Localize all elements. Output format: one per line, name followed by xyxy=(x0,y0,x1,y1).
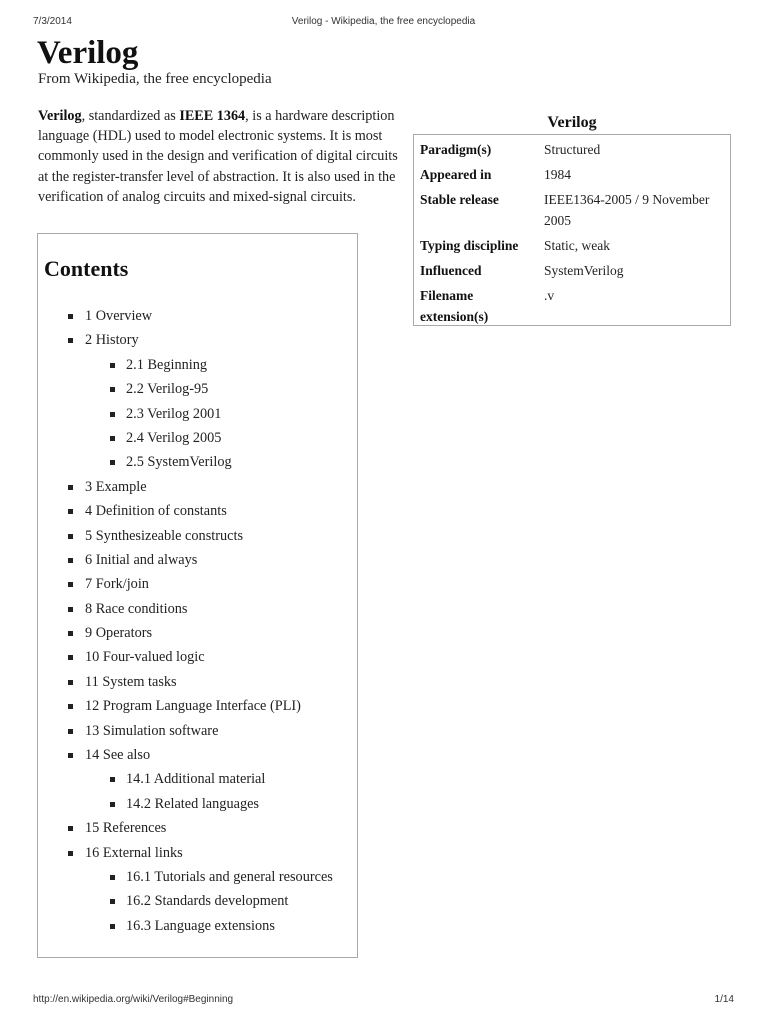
toc-item[interactable]: 12 Program Language Interface (PLI) xyxy=(38,696,357,720)
toc-item[interactable]: 11 System tasks xyxy=(38,672,357,696)
intro-term: Verilog xyxy=(38,108,82,124)
print-footer xyxy=(33,994,734,1008)
infobox-label[interactable]: Paradigm(s) xyxy=(420,142,492,157)
infobox-label[interactable]: Typing discipline xyxy=(420,238,519,253)
print-page-number: 1/14 xyxy=(714,994,734,1005)
infobox-value: Structured xyxy=(544,142,601,157)
toc-item[interactable]: 2 History xyxy=(38,330,357,354)
toc-item[interactable]: 2.2 Verilog-95 xyxy=(38,379,357,403)
toc-item[interactable]: 16 External links xyxy=(38,843,357,867)
toc-item[interactable]: 5 Synthesizeable constructs xyxy=(38,526,357,550)
intro-text-1: , standardized as xyxy=(81,108,180,124)
infobox-row xyxy=(420,164,724,185)
print-date: 7/3/2014 xyxy=(33,16,72,27)
intro-standard-link[interactable]: IEEE 1364 xyxy=(179,108,246,124)
infobox-value[interactable]: SystemVerilog xyxy=(544,263,624,278)
table-of-contents xyxy=(37,233,358,958)
print-url: http://en.wikipedia.org/wiki/Verilog#Beginning xyxy=(33,994,234,1005)
infobox-value: .v xyxy=(544,288,555,303)
toc-item[interactable]: 14.2 Related languages xyxy=(38,794,357,818)
infobox-value: IEEE1364-2005 / 9 November 2005 xyxy=(544,192,710,228)
toc-item[interactable]: 16.1 Tutorials and general resources xyxy=(38,867,357,891)
intro-text-2: , is a hardware description language (HDL) used to model electronic systems. It is most commonly used in the design and verification of digital circuits at the register-transfer level of abstraction. It is also used in the verification of analog circuits and mixed-signal circuits. xyxy=(38,108,398,205)
toc-item[interactable]: 14 See also xyxy=(38,745,357,769)
toc-item[interactable]: 13 Simulation software xyxy=(38,721,357,745)
infobox-value: 1984 xyxy=(544,167,571,182)
intro-paragraph xyxy=(38,106,404,207)
infobox-value: Static, weak xyxy=(544,238,610,253)
infobox-row xyxy=(420,285,724,327)
print-page-title: Verilog - Wikipedia, the free encyclopedia xyxy=(291,16,476,27)
toc-item[interactable]: 3 Example xyxy=(38,477,357,501)
infobox-row xyxy=(420,189,724,231)
toc-item[interactable]: 14.1 Additional material xyxy=(38,769,357,793)
infobox-row xyxy=(420,260,724,281)
infobox-row xyxy=(420,139,724,160)
toc-item[interactable]: 16.3 Language extensions xyxy=(38,916,357,940)
infobox-label[interactable]: Filename extension(s) xyxy=(420,288,489,324)
toc-item[interactable]: 15 References xyxy=(38,818,357,842)
article-title: Verilog xyxy=(37,35,139,71)
infobox xyxy=(413,110,731,326)
infobox-label: Appeared in xyxy=(420,167,492,182)
infobox-caption: Verilog xyxy=(547,114,597,131)
toc-item[interactable]: 1 Overview xyxy=(38,306,357,330)
infobox-table xyxy=(413,134,731,326)
toc-item[interactable]: 2.4 Verilog 2005 xyxy=(38,428,357,452)
infobox-row xyxy=(420,235,724,256)
infobox-label: Influenced xyxy=(420,263,482,278)
infobox-label[interactable]: Stable release xyxy=(420,192,499,207)
toc-item[interactable]: 4 Definition of constants xyxy=(38,501,357,525)
toc-item[interactable]: 8 Race conditions xyxy=(38,599,357,623)
toc-item[interactable]: 7 Fork/join xyxy=(38,574,357,598)
toc-item[interactable]: 10 Four-valued logic xyxy=(38,647,357,671)
print-header xyxy=(33,16,734,30)
toc-item[interactable]: 9 Operators xyxy=(38,623,357,647)
toc-item[interactable]: 16.2 Standards development xyxy=(38,891,357,915)
toc-item[interactable]: 2.1 Beginning xyxy=(38,355,357,379)
toc-item[interactable]: 2.3 Verilog 2001 xyxy=(38,404,357,428)
article-subtitle: From Wikipedia, the free encyclopedia xyxy=(38,71,272,87)
toc-list xyxy=(38,306,357,940)
toc-item[interactable]: 6 Initial and always xyxy=(38,550,357,574)
toc-item[interactable]: 2.5 SystemVerilog xyxy=(38,452,357,476)
toc-title: Contents xyxy=(44,256,129,281)
